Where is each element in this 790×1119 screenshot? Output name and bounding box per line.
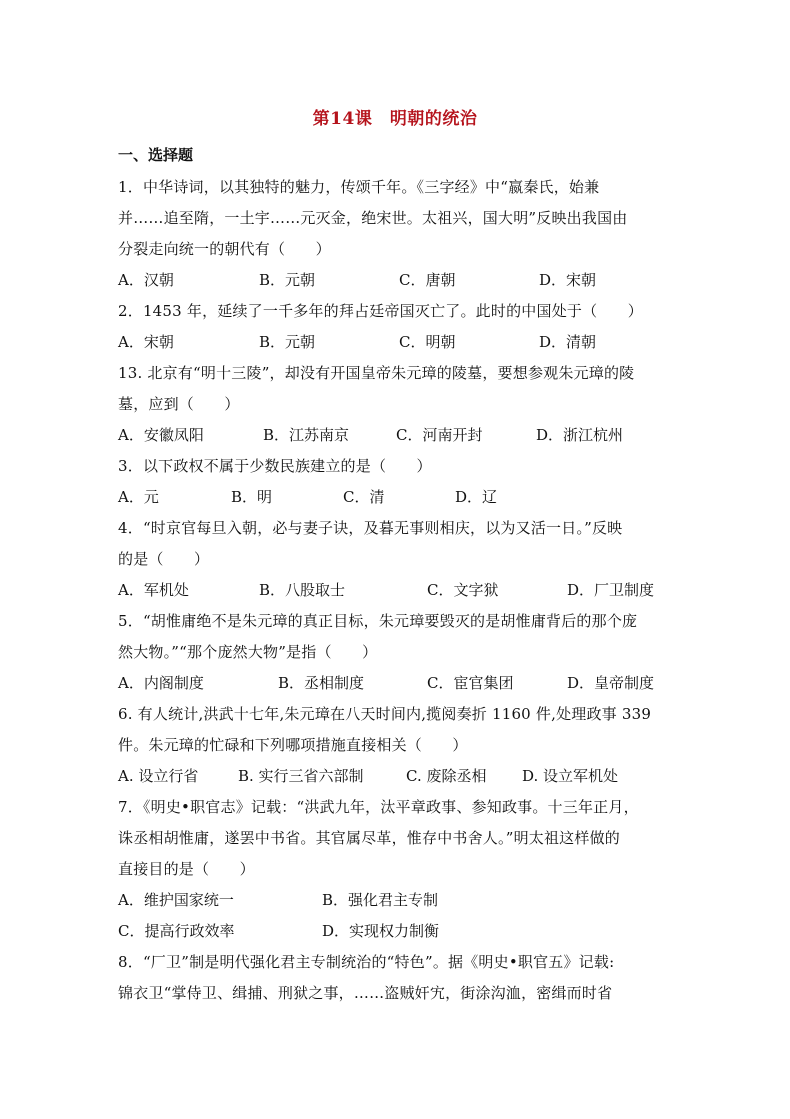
option-d: D．浙江杭州: [536, 426, 624, 444]
option-c: C．清: [343, 488, 385, 506]
option-a: A．元: [118, 488, 159, 506]
question-text-line: 锦衣卫“掌侍卫、缉捕、刑狱之事，……盗贼奸宄，街涂沟洫，密缉而时省: [118, 984, 613, 1002]
page-title: 第14课 明朝的统治: [312, 109, 478, 129]
option-c: C．明朝: [399, 333, 456, 351]
option-d: D．皇帝制度: [567, 674, 655, 692]
question-text-line: 直接目的是（ ）: [118, 860, 255, 878]
option-b: B．元朝: [259, 271, 316, 289]
option-c: C．宦官集团: [427, 674, 514, 692]
question-text-line: 7．《明史•职官志》记载：“洪武九年，汰平章政事、参知政事。十三年正月，: [118, 798, 639, 816]
option-c: C．文字狱: [427, 581, 499, 599]
options-row: [118, 761, 678, 792]
question-text-line: 然大物。”“那个庞然大物”是指（ ）: [118, 643, 378, 661]
question-text-line: 诛丞相胡惟庸，遂罢中书省。其官属尽革，惟存中书舍人。”明太祖这样做的: [118, 829, 620, 847]
option-b: B．江苏南京: [263, 426, 350, 444]
question-list: [118, 172, 678, 1009]
question-text-line: 墓，应到（ ）: [118, 395, 240, 413]
question-8: [118, 947, 678, 1009]
question-5: [118, 606, 678, 699]
question-text-line: 的是（ ）: [118, 550, 210, 568]
option-d: D．厂卫制度: [567, 581, 655, 599]
option-a: A. 设立行省: [118, 767, 199, 785]
options-row: [118, 668, 678, 699]
option-b: B．元朝: [259, 333, 316, 351]
option-b: B. 实行三省六部制: [238, 767, 364, 785]
option-d: D．宋朝: [539, 271, 597, 289]
option-d: D．辽: [455, 488, 498, 506]
question-6: [118, 699, 678, 792]
question-text-line: 2．1453 年，延续了一千多年的拜占廷帝国灭亡了。此时的中国处于（ ）: [118, 302, 643, 320]
option-a: A．军机处: [118, 581, 189, 599]
options-row: [118, 885, 678, 916]
option-a: A．安徽凤阳: [118, 426, 204, 444]
question-text-line: 并……追至隋，一土宇……元灭金，绝宋世。太祖兴，国大明”反映出我国由: [118, 209, 628, 227]
option-a: A．汉朝: [118, 271, 174, 289]
question-1: [118, 172, 678, 296]
option-a: A．宋朝: [118, 333, 174, 351]
question-text-line: 4．“时京官每旦入朝，必与妻子诀，及暮无事则相庆，以为又活一日。”反映: [118, 519, 623, 537]
question-7: [118, 792, 678, 947]
section-heading: 一、选择题: [118, 146, 194, 164]
option-a: A．内阁制度: [118, 674, 204, 692]
question-text-line: 3．以下政权不属于少数民族建立的是（ ）: [118, 457, 432, 475]
option-d: D．清朝: [539, 333, 597, 351]
options-row: [118, 916, 678, 947]
option-a: A．维护国家统一: [118, 891, 234, 909]
option-c: C. 废除丞相: [406, 767, 487, 785]
question-text-line: 分裂走向统一的朝代有（ ）: [118, 240, 331, 258]
question-4: [118, 513, 678, 606]
question-3: [118, 451, 678, 513]
options-row: [118, 327, 678, 358]
option-c: C．河南开封: [396, 426, 483, 444]
option-c: C．提高行政效率: [118, 922, 235, 940]
option-d: D．实现权力制衡: [322, 922, 440, 940]
question-text-line: 件。朱元璋的忙碌和下列哪项措施直接相关（ ）: [118, 736, 468, 754]
question-text-line: 8．“厂卫”制是明代强化君主专制统治的“特色”。据《明史•职官五》记载:: [118, 953, 615, 971]
option-d: D. 设立军机处: [522, 767, 619, 785]
options-row: [118, 420, 678, 451]
option-b: B．丞相制度: [278, 674, 365, 692]
question-text-line: 6. 有人统计,洪武十七年,朱元璋在八天时间内,揽阅奏折 1160 件,处理政事 339: [118, 705, 652, 723]
option-c: C．唐朝: [399, 271, 456, 289]
option-b: B．强化君主专制: [322, 891, 439, 909]
question-2: [118, 296, 678, 358]
question-text-line: 5．“胡惟庸绝不是朱元璋的真正目标，朱元璋要毁灭的是胡惟庸背后的那个庞: [118, 612, 638, 630]
question-text-line: 13. 北京有“明十三陵”，却没有开国皇帝朱元璋的陵墓，要想参观朱元璋的陵: [118, 364, 635, 382]
options-row: [118, 482, 678, 513]
question-13: [118, 358, 678, 451]
question-text-line: 1．中华诗词，以其独特的魅力，传颂千年。《三字经》中“嬴秦氏，始兼: [118, 178, 600, 196]
options-row: [118, 265, 678, 296]
option-b: B．明: [231, 488, 273, 506]
options-row: [118, 575, 678, 606]
option-b: B．八股取士: [259, 581, 346, 599]
